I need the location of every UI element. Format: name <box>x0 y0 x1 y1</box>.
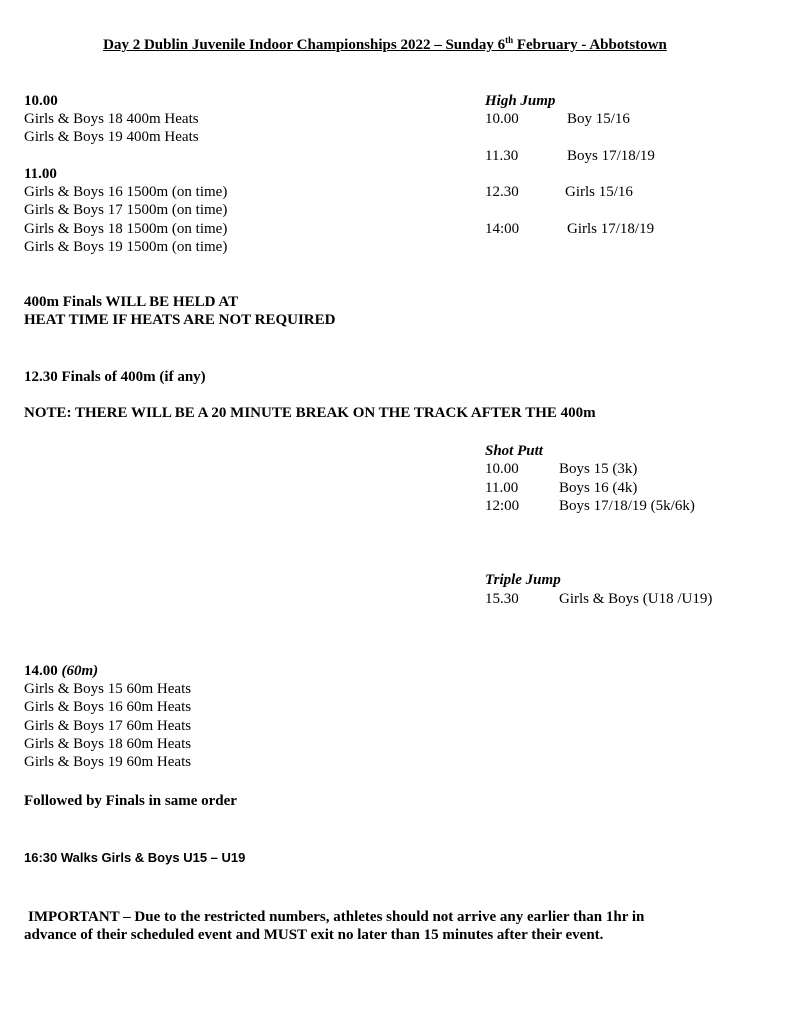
page-title: Day 2 Dublin Juvenile Indoor Championships 2022 – Sunday 6th February - Abbotstown <box>103 35 667 53</box>
shot-putt-heading: Shot Putt <box>485 443 543 459</box>
high-jump-event: Boy 15/16 <box>567 111 630 127</box>
list-item: Girls & Boys 19 60m Heats <box>24 753 192 770</box>
high-jump-row: 11.30 <box>485 148 519 164</box>
finals-note-line: 400m Finals WILL BE HELD AT <box>24 294 239 310</box>
list-item: Girls & Boys 19 400m Heats <box>24 129 199 146</box>
followed-note: Followed by Finals in same order <box>24 793 237 809</box>
important-line: IMPORTANT – Due to the restricted numbers, athletes should not arrive any earlier than 1hr in <box>28 909 645 925</box>
shot-putt-row: 11.00 <box>485 480 519 496</box>
list-item: Girls & Boys 17 1500m (on time) <box>24 202 228 219</box>
list-item: Girls & Boys 18 400m Heats <box>24 111 199 128</box>
finals-400: 12.30 Finals of 400m (if any) <box>24 369 206 385</box>
time-heading: 10.00 <box>24 93 58 109</box>
time-heading-value: 14.00 <box>24 663 58 679</box>
block-11 <box>24 165 227 256</box>
time-heading-label: (60m) <box>61 663 99 679</box>
list-item: Girls & Boys 15 60m Heats <box>24 681 192 698</box>
break-note: NOTE: THERE WILL BE A 20 MINUTE BREAK ON THE TRACK AFTER THE 400m <box>24 405 596 421</box>
shot-putt-event: Boys 15 (3k) <box>559 461 638 477</box>
finals-note <box>24 293 335 329</box>
list-item: Girls & Boys 18 1500m (on time) <box>24 220 228 237</box>
high-jump-event: Girls 15/16 <box>565 184 633 200</box>
triple-jump-event: Girls & Boys (U18 /U19) <box>559 591 713 607</box>
shot-putt-row: 12:00 <box>485 498 520 514</box>
list-item: Girls & Boys 16 1500m (on time) <box>24 184 228 201</box>
high-jump-heading: High Jump <box>485 93 556 109</box>
list-item: Girls & Boys 19 1500m (on time) <box>24 238 228 255</box>
high-jump-row: 10.00 <box>485 111 519 127</box>
list-item: Girls & Boys 18 60m Heats <box>24 735 192 752</box>
important-note <box>24 908 644 944</box>
shot-putt-row: 10.00 <box>485 461 519 477</box>
block-14 <box>24 662 191 771</box>
high-jump-event: Girls 17/18/19 <box>567 221 655 237</box>
high-jump-row: 12.30 <box>485 184 519 200</box>
shot-putt-event: Boys 17/18/19 (5k/6k) <box>559 498 695 514</box>
important-line: advance of their scheduled event and MUST exit no later than 15 minutes after their event. <box>24 927 604 944</box>
triple-jump-row: 15.30 <box>485 591 519 607</box>
high-jump-row: 14:00 <box>485 221 520 237</box>
high-jump-event: Boys 17/18/19 <box>567 148 655 164</box>
time-heading <box>24 662 191 680</box>
shot-putt-event: Boys 16 (4k) <box>559 480 638 496</box>
walks-note: 16:30 Walks Girls & Boys U15 – U19 <box>24 850 246 865</box>
block-10 <box>24 92 199 147</box>
list-item: Girls & Boys 17 60m Heats <box>24 717 192 734</box>
time-heading: 11.00 <box>24 166 57 182</box>
finals-note-line: HEAT TIME IF HEATS ARE NOT REQUIRED <box>24 312 336 329</box>
triple-jump-heading: Triple Jump <box>485 572 561 588</box>
list-item: Girls & Boys 16 60m Heats <box>24 699 192 716</box>
